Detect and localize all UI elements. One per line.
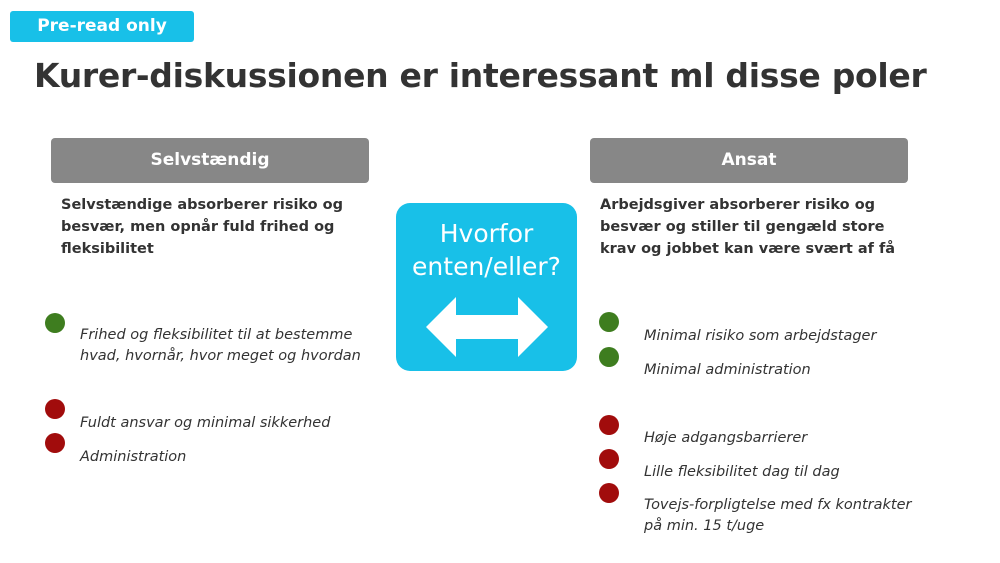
negative-status-dot (599, 449, 619, 469)
positive-status-dot (45, 313, 65, 333)
enten-eller-box (396, 203, 577, 371)
slide-title: Kurer-diskussionen er interessant ml disse poler (34, 56, 927, 95)
negative-status-dot (599, 415, 619, 435)
list-item: Minimal administration (644, 362, 811, 378)
center-question: Hvorfor enten/eller? (412, 219, 561, 281)
column-header-selvstaendig: Selvstændig (51, 138, 369, 183)
list-item: Fuldt ansvar og minimal sikkerhed (80, 415, 331, 431)
negative-status-dot (45, 399, 65, 419)
list-item: Administration (80, 449, 187, 465)
positive-status-dot (599, 312, 619, 332)
ansat-description: Arbejdsgiver absorberer risiko og besvær og stiller til gengæld store krav og jobbet kan være svært af få (600, 197, 896, 257)
double-arrow-icon (426, 295, 548, 359)
negative-status-dot (599, 483, 619, 503)
list-item: Lille fleksibilitet dag til dag (644, 464, 840, 480)
pre-read-badge: Pre-read only (10, 11, 194, 42)
list-item: Frihed og fleksibilitet til at bestemme hvad, hvornår, hvor meget og hvordan (80, 327, 361, 364)
positive-status-dot (599, 347, 619, 367)
selvstaendig-description: Selvstændige absorberer risiko og besvær, men opnår fuld frihed og fleksibilitet (61, 197, 344, 257)
column-header-ansat: Ansat (590, 138, 908, 183)
list-item: Tovejs-forpligtelse med fx kontrakter på min. 15 t/uge (644, 497, 912, 534)
negative-status-dot (45, 433, 65, 453)
list-item: Høje adgangsbarrierer (644, 430, 808, 446)
list-item: Minimal risiko som arbejdstager (644, 328, 877, 344)
